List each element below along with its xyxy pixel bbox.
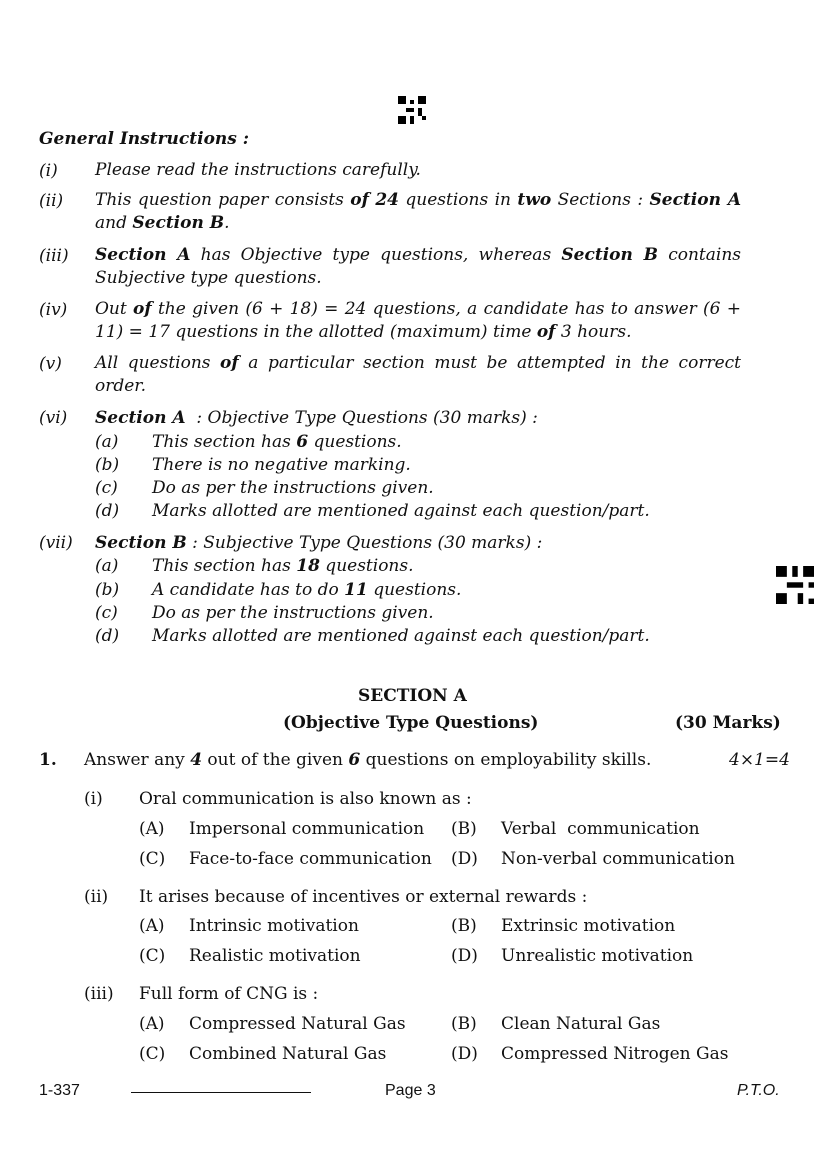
text-segment: Sections : (551, 190, 650, 210)
section-marks: (30 Marks) (675, 713, 781, 733)
instruction-number: (i) (39, 161, 58, 181)
section-subtitle: (Objective Type Questions) (283, 713, 539, 733)
text-segment: Section B (132, 213, 225, 233)
sub-text (152, 432, 402, 452)
subquestion-text: Oral communication is also known as : (139, 789, 472, 809)
pto-label: P.T.O. (737, 1082, 780, 1099)
sub-text (152, 580, 461, 600)
page-number: Page 3 (385, 1082, 436, 1099)
qr-code-top (398, 96, 426, 124)
text-segment: questions. (367, 580, 462, 600)
option-label: (A) (139, 819, 165, 839)
option-text: Clean Natural Gas (501, 1014, 661, 1034)
text-segment: 18 (296, 556, 320, 576)
option-label: (C) (139, 849, 166, 869)
instruction-text (95, 244, 741, 290)
sub-label: (a) (95, 432, 119, 452)
instruction-number: (ii) (39, 191, 64, 211)
sub-label: (b) (95, 455, 120, 475)
text-segment: of (220, 353, 239, 373)
subquestion-number: (ii) (84, 887, 109, 907)
option-label: (D) (451, 946, 478, 966)
instruction-number: (v) (39, 354, 62, 374)
text-segment: of (133, 299, 152, 319)
option-label: (D) (451, 849, 478, 869)
instruction-number: (iv) (39, 300, 68, 320)
instruction-text (95, 298, 741, 344)
option-text: Unrealistic motivation (501, 946, 694, 966)
option-text: Realistic motivation (189, 946, 361, 966)
subquestion-text: It arises because of incentives or external rewards : (139, 887, 588, 907)
text-segment: of (536, 322, 556, 342)
subquestion-text: Full form of CNG is : (139, 984, 319, 1004)
option-text: Verbal communication (501, 819, 700, 839)
text-segment: . (224, 213, 230, 233)
text-segment: questions in (399, 190, 518, 210)
text-segment: This question paper consists (95, 190, 351, 210)
question-number: 1. (39, 750, 57, 770)
text-segment: A candidate has to do (152, 580, 345, 600)
question-text (84, 750, 651, 770)
option-text: Non-verbal communication (501, 849, 735, 869)
text-segment: Please read the instructions carefully. (95, 160, 421, 180)
section-title: SECTION A (358, 686, 467, 706)
text-segment: Answer any (84, 750, 191, 770)
text-segment: Out (95, 299, 134, 319)
text-segment: 6 (348, 750, 361, 770)
sub-text (152, 501, 650, 521)
text-segment: questions on employability skills. (360, 750, 652, 770)
instruction-number: (iii) (39, 246, 69, 266)
option-text: Face-to-face communication (189, 849, 432, 869)
sub-label: (d) (95, 501, 120, 521)
text-segment: Do as per the instructions given. (152, 603, 434, 623)
text-segment: All questions (95, 353, 221, 373)
text-segment: the given (6 + 18) = 24 questions, a candidate has to answer (6 + 11) = 17 questions in the allotted (maximum) time (95, 299, 741, 342)
instruction-number: (vii) (39, 533, 73, 553)
sub-label: (a) (95, 556, 119, 576)
subquestion-number: (iii) (84, 984, 114, 1004)
sub-label: (b) (95, 580, 120, 600)
text-segment: two (517, 190, 552, 210)
section-b-label: Section B (95, 533, 187, 553)
qr-code-side (776, 566, 814, 604)
sub-label: (c) (95, 478, 118, 498)
subquestion-number: (i) (84, 789, 103, 809)
option-text: Combined Natural Gas (189, 1044, 387, 1064)
text-segment: of (350, 190, 369, 210)
text-segment: questions. (319, 556, 414, 576)
text-segment: Section A (649, 190, 742, 210)
text-segment: 4 (190, 750, 203, 770)
text-segment: a particular section must be attempted in the correct order. (95, 353, 741, 396)
text-segment: 3 hours. (555, 322, 632, 342)
option-text: Compressed Natural Gas (189, 1014, 406, 1034)
text-segment: 24 (375, 190, 400, 210)
option-label: (C) (139, 1044, 166, 1064)
instruction-text (95, 352, 741, 398)
section-a-rest: : Objective Type Questions (30 marks) : (185, 408, 538, 428)
text-segment: and (95, 213, 133, 233)
text-segment: contains Subjective type questions. (95, 245, 741, 288)
sub-text (152, 603, 434, 623)
text-segment: 6 (296, 432, 309, 452)
option-text: Impersonal communication (189, 819, 425, 839)
instruction-text (95, 159, 741, 182)
question-marks: 4×1=4 (729, 750, 790, 770)
text-segment: This section has (152, 556, 297, 576)
section-a-instruction (95, 408, 538, 428)
sub-label: (c) (95, 603, 118, 623)
option-label: (A) (139, 916, 165, 936)
text-segment: Marks allotted are mentioned against each question/part. (152, 626, 650, 646)
text-segment: Do as per the instructions given. (152, 478, 434, 498)
section-a-label: Section A (95, 408, 186, 428)
text-segment: Marks allotted are mentioned against each question/part. (152, 501, 650, 521)
text-segment: 11 (344, 580, 368, 600)
text-segment: Section A (95, 245, 191, 265)
text-segment: questions. (308, 432, 402, 452)
option-label: (B) (451, 916, 477, 936)
sub-text (152, 556, 414, 576)
footer-divider (131, 1092, 311, 1093)
option-label: (B) (451, 819, 477, 839)
sub-text (152, 626, 650, 646)
text-segment: There is no negative marking. (152, 455, 411, 475)
option-label: (B) (451, 1014, 477, 1034)
instruction-number: (vi) (39, 408, 68, 428)
text-segment: This section has (152, 432, 297, 452)
text-segment: Section B (561, 245, 658, 265)
sub-label: (d) (95, 626, 120, 646)
option-text: Compressed Nitrogen Gas (501, 1044, 729, 1064)
section-b-rest: : Subjective Type Questions (30 marks) : (186, 533, 543, 553)
option-label: (D) (451, 1044, 478, 1064)
general-instructions-heading: General Instructions : (39, 129, 250, 149)
sub-text (152, 478, 434, 498)
text-segment: out of the given (202, 750, 349, 770)
section-b-instruction (95, 533, 542, 553)
option-label: (C) (139, 946, 166, 966)
sub-text (152, 455, 411, 475)
text-segment: has Objective type questions, whereas (190, 245, 562, 265)
instruction-text (95, 189, 741, 235)
option-label: (A) (139, 1014, 165, 1034)
option-text: Extrinsic motivation (501, 916, 676, 936)
paper-code: 1-337 (39, 1082, 80, 1099)
option-text: Intrinsic motivation (189, 916, 359, 936)
